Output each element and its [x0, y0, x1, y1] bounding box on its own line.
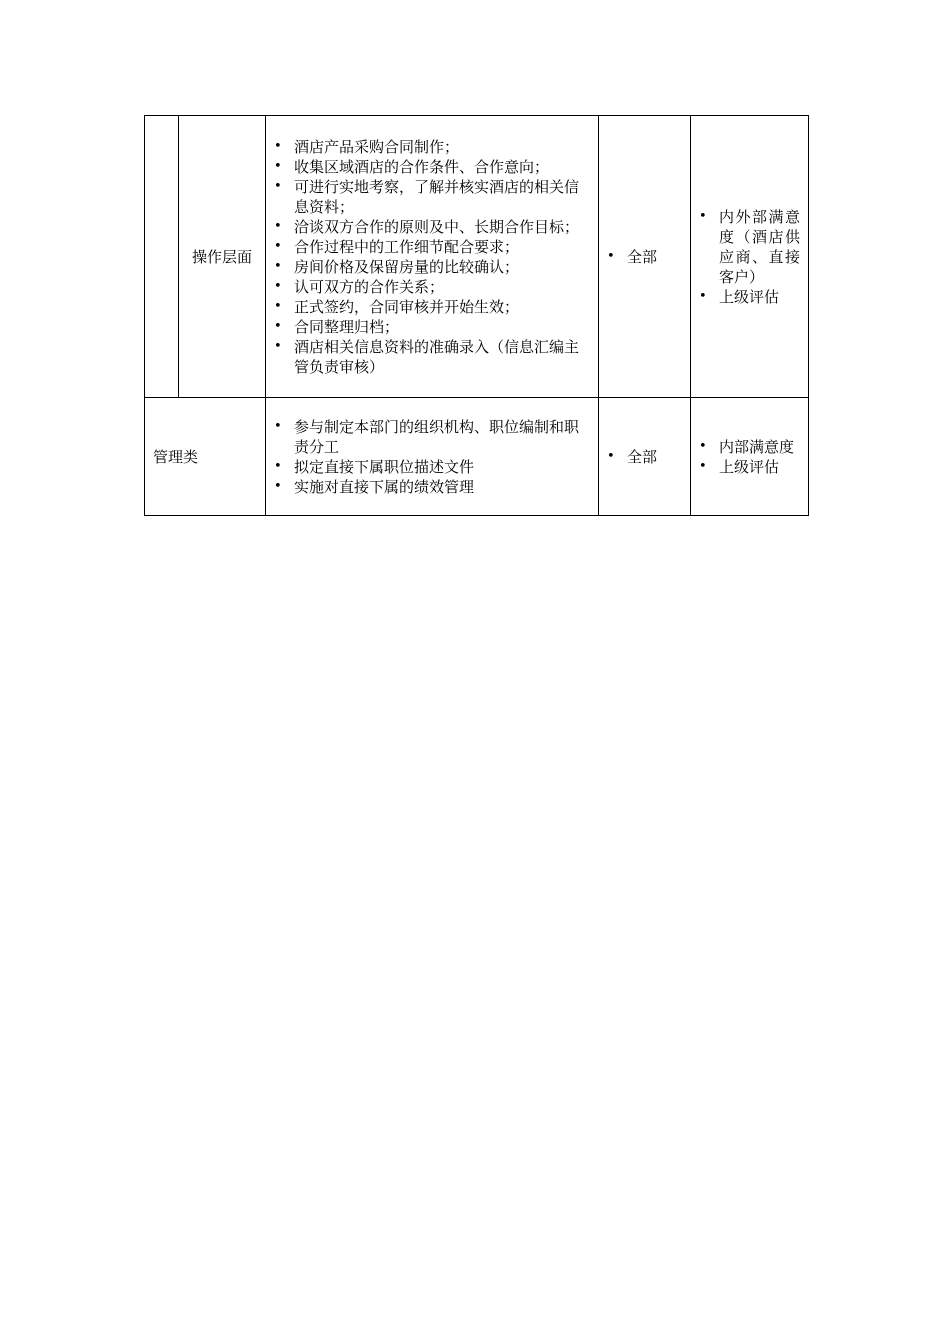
subcategory-label: 操作层面 — [191, 247, 252, 266]
scope-list — [599, 447, 690, 467]
responsibility-table — [144, 115, 809, 516]
list-item: • 合作过程中的工作细节配合要求； — [294, 237, 590, 257]
list-item: • 上级评估 — [719, 287, 800, 307]
category-cell-empty — [145, 116, 179, 398]
list-item: • 酒店相关信息资料的准确录入（信息汇编主管负责审核） — [294, 337, 590, 377]
list-item: • 全部 — [627, 247, 682, 267]
category-label: 管理类 — [153, 447, 199, 466]
list-item: • 合同整理归档； — [294, 317, 590, 337]
scope-list — [599, 247, 690, 267]
scope-cell — [599, 398, 691, 516]
list-item: • 全部 — [627, 447, 682, 467]
list-item: • 拟定直接下属职位描述文件 — [294, 457, 590, 477]
subcategory-cell — [179, 116, 266, 398]
evaluation-list — [691, 207, 808, 307]
table-row — [145, 116, 809, 398]
list-item: • 房间价格及保留房量的比较确认； — [294, 257, 590, 277]
list-item: • 可进行实地考察，了解并核实酒店的相关信息资料； — [294, 177, 590, 217]
list-item: • 上级评估 — [719, 457, 800, 477]
list-item: • 参与制定本部门的组织机构、职位编制和职责分工 — [294, 417, 590, 457]
list-item: • 内部满意度 — [719, 437, 800, 457]
evaluation-cell — [691, 116, 809, 398]
evaluation-list — [691, 437, 808, 477]
list-item: • 正式签约，合同审核并开始生效； — [294, 297, 590, 317]
duties-list — [266, 417, 598, 497]
evaluation-cell — [691, 398, 809, 516]
list-item: • 实施对直接下属的绩效管理 — [294, 477, 590, 497]
table-row — [145, 398, 809, 516]
list-item: • 内外部满意度（酒店供应商、直接客户） — [719, 207, 800, 287]
scope-cell — [599, 116, 691, 398]
duties-list — [266, 137, 598, 377]
list-item: • 认可双方的合作关系； — [294, 277, 590, 297]
list-item: • 洽谈双方合作的原则及中、长期合作目标； — [294, 217, 590, 237]
list-item: • 收集区域酒店的合作条件、合作意向； — [294, 157, 590, 177]
duties-cell — [266, 398, 599, 516]
list-item: • 酒店产品采购合同制作； — [294, 137, 590, 157]
category-cell — [145, 398, 266, 516]
duties-cell — [266, 116, 599, 398]
